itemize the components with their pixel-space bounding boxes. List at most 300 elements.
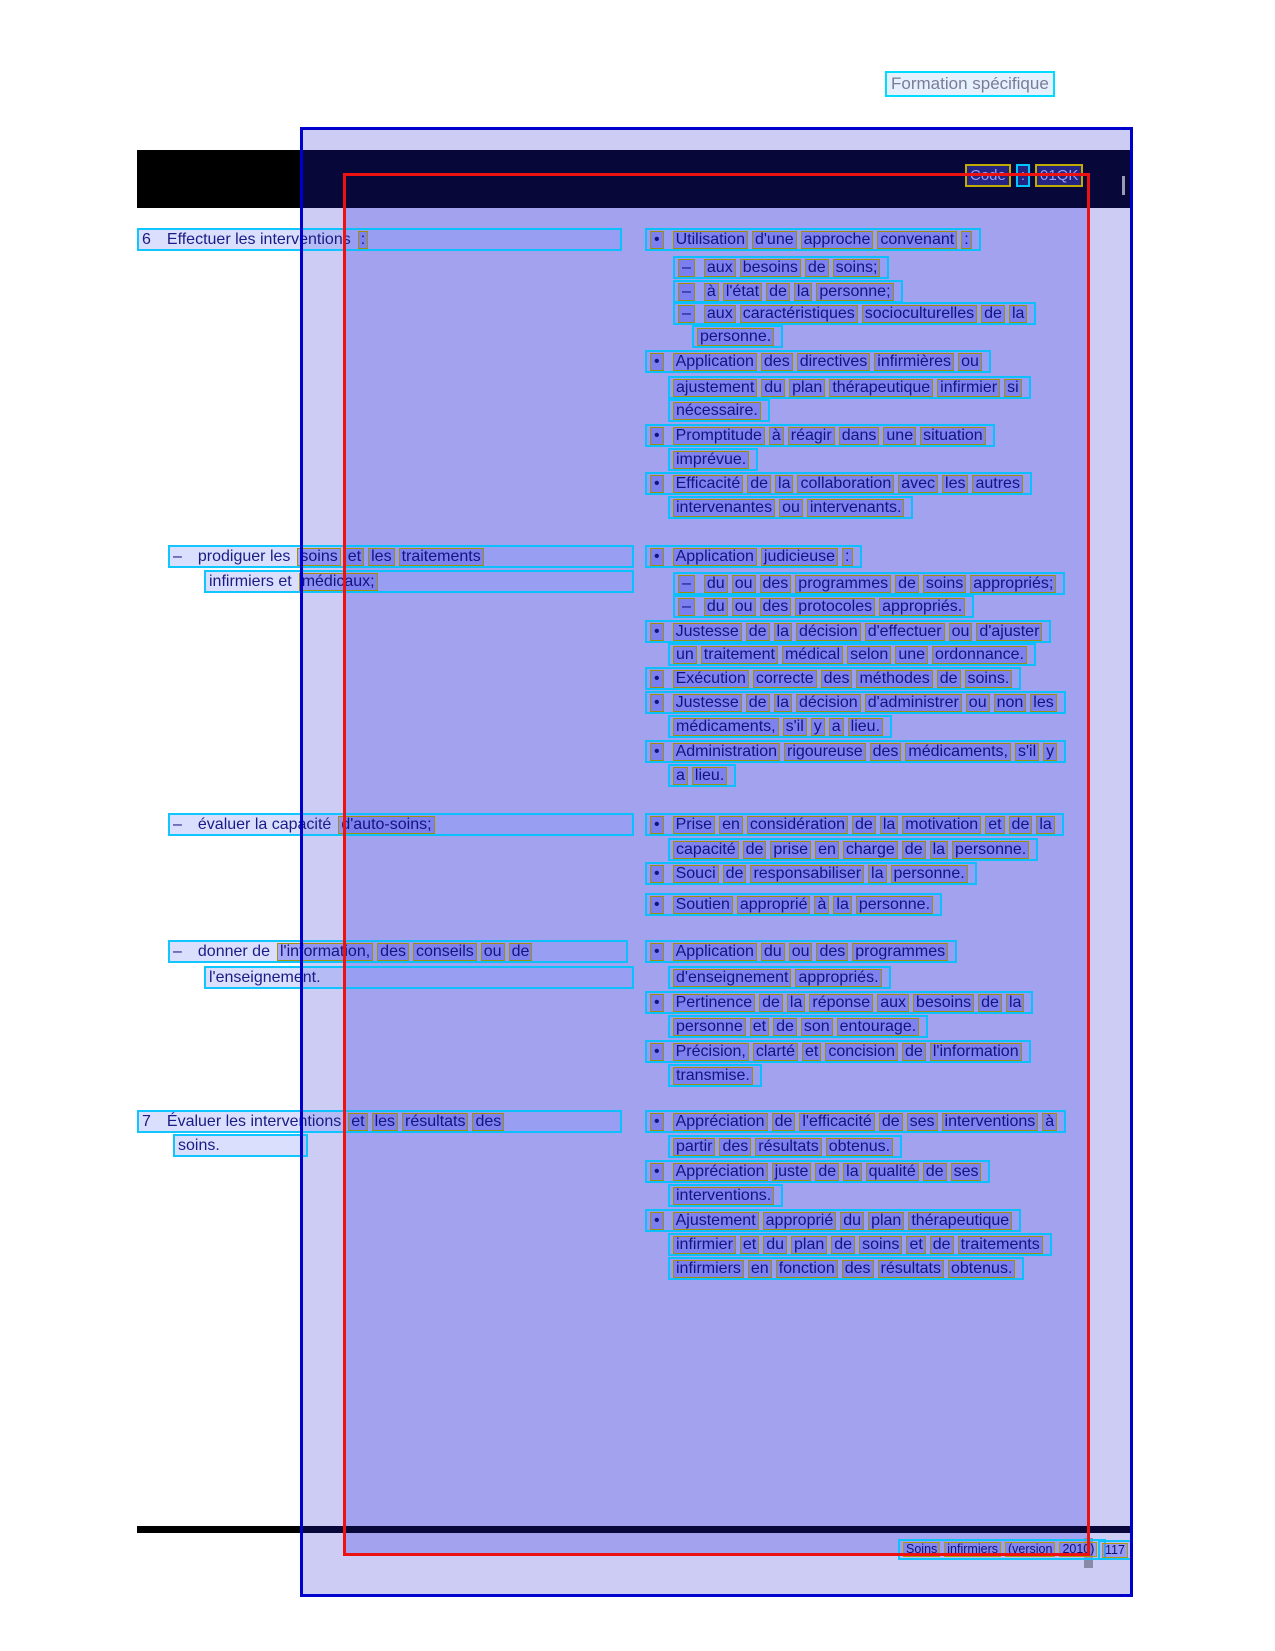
ocr-word: des — [842, 1260, 874, 1278]
ocr-word: charge — [843, 841, 898, 859]
ocr-word: a — [829, 718, 844, 736]
ocr-word: Ajustement — [673, 1212, 759, 1230]
ocr-word: la — [787, 994, 805, 1012]
ocr-word: collaboration — [797, 475, 894, 493]
bullet-icon: • — [650, 231, 664, 249]
ocr-word: réagir — [788, 427, 835, 445]
ocr-word: Souci — [673, 865, 719, 883]
ocr-word: clarté — [753, 1043, 798, 1061]
ocr-line — [668, 1233, 1052, 1256]
ocr-word: personne — [673, 1018, 746, 1036]
ocr-word: médicaux; — [299, 573, 378, 591]
ocr-word: de — [852, 816, 876, 834]
ocr-word: et — [750, 1018, 769, 1036]
ocr-word: interventions. — [673, 1187, 774, 1205]
ocr-word: Utilisation — [673, 231, 748, 249]
ocr-word: fonction — [776, 1260, 838, 1278]
header-bar-left — [137, 150, 300, 208]
ocr-word: du — [704, 598, 728, 616]
ocr-word: la — [930, 841, 948, 859]
code-label: Code — [965, 164, 1011, 187]
ocr-text: soins. — [178, 1136, 220, 1154]
ocr-line — [668, 496, 913, 519]
ocr-line — [668, 376, 1031, 399]
ocr-word: Justesse — [673, 623, 742, 641]
ocr-word: résultats — [878, 1260, 944, 1278]
ocr-word: autres — [972, 475, 1022, 493]
ocr-line — [645, 350, 991, 373]
ocr-line — [645, 620, 1051, 643]
ocr-word: a — [673, 767, 688, 785]
ocr-word: convenant — [877, 231, 957, 249]
bullet-icon: • — [650, 994, 664, 1012]
ocr-word: si — [1004, 379, 1022, 397]
ocr-word: appropriés. — [879, 598, 965, 616]
ocr-line — [645, 1040, 1031, 1063]
ocr-word: les — [372, 1113, 398, 1131]
ocr-word: ou — [732, 598, 756, 616]
ocr-word: aux — [704, 305, 736, 323]
ocr-line — [137, 228, 622, 251]
ocr-word: nécessaire. — [673, 402, 761, 420]
ocr-text: 6 — [142, 230, 151, 248]
ocr-line — [137, 1110, 622, 1133]
dash-icon: – — [173, 942, 182, 960]
ocr-word: infirmières — [874, 353, 954, 371]
ocr-word: la — [833, 896, 851, 914]
ocr-line — [168, 813, 634, 836]
ocr-word: personne; — [816, 283, 893, 301]
ocr-word: l'information — [930, 1043, 1022, 1061]
ocr-word: de — [743, 841, 767, 859]
ocr-word: en — [748, 1260, 772, 1278]
ocr-word: des — [760, 598, 792, 616]
ocr-text: donner de — [197, 942, 270, 960]
ocr-word: de — [766, 283, 790, 301]
ocr-word: selon — [847, 646, 891, 664]
code-value: 01QK — [1035, 164, 1083, 187]
dash-icon: – — [678, 575, 695, 593]
ocr-word: ses — [951, 1163, 982, 1181]
dash-icon: – — [678, 259, 695, 277]
ocr-word: approche — [801, 231, 874, 249]
ocr-word: infirmier — [673, 1236, 736, 1254]
footer-word: Soins — [903, 1542, 940, 1557]
bullet-icon: • — [650, 1163, 664, 1181]
ocr-word: de — [923, 1163, 947, 1181]
bullet-icon: • — [650, 865, 664, 883]
ocr-line — [173, 1134, 308, 1157]
ocr-word: Justesse — [673, 694, 742, 712]
ocr-text: évaluer la capacité — [197, 815, 332, 833]
ocr-line — [645, 228, 981, 251]
ocr-word: la — [794, 283, 812, 301]
ocr-word: qualité — [866, 1163, 919, 1181]
ocr-word: méthodes — [856, 670, 932, 688]
ocr-line — [645, 472, 1032, 495]
ocr-word: considération — [747, 816, 848, 834]
ocr-word: un — [673, 646, 697, 664]
ocr-word: réponse — [809, 994, 873, 1012]
ocr-word: Appréciation — [673, 1113, 768, 1131]
ocr-text: Évaluer les interventions — [166, 1112, 342, 1130]
ocr-line — [668, 1135, 902, 1158]
ocr-line — [668, 1015, 928, 1038]
ocr-word: de — [746, 623, 770, 641]
bullet-icon: • — [650, 670, 664, 688]
ocr-word: s'il — [783, 718, 807, 736]
ocr-word: situation — [920, 427, 986, 445]
ocr-word: la — [1009, 305, 1027, 323]
ocr-word: une — [895, 646, 928, 664]
footer-rule-right — [300, 1526, 1133, 1533]
ocr-word: intervenantes — [673, 499, 775, 517]
ocr-word: judicieuse — [761, 548, 838, 566]
bullet-icon: • — [650, 427, 664, 445]
ocr-word: des — [821, 670, 853, 688]
ocr-word: de — [723, 865, 747, 883]
ocr-word: concision — [825, 1043, 898, 1061]
bullet-icon: • — [650, 548, 664, 566]
ocr-word: de — [902, 841, 926, 859]
bullet-icon: • — [650, 816, 664, 834]
ocr-word: personne. — [891, 865, 968, 883]
ocr-word: entourage. — [837, 1018, 920, 1036]
ocr-line — [645, 667, 1021, 690]
ocr-word: des — [760, 575, 792, 593]
ocr-word: et — [348, 1113, 367, 1131]
ocr-word: prise — [770, 841, 811, 859]
ocr-line — [668, 1257, 1024, 1280]
ocr-word: Pertinence — [673, 994, 756, 1012]
bullet-icon: • — [650, 353, 664, 371]
ocr-word: ses — [907, 1113, 938, 1131]
ocr-word: du — [763, 1236, 787, 1254]
ocr-word: ajustement — [673, 379, 757, 397]
ocr-word: thérapeutique — [829, 379, 933, 397]
ocr-word: soins; — [833, 259, 881, 277]
ocr-word: plan — [791, 1236, 827, 1254]
ocr-word: besoins — [740, 259, 801, 277]
ocr-word: de — [895, 575, 919, 593]
ocr-word: de — [746, 694, 770, 712]
dash-icon: – — [173, 815, 182, 833]
ocr-line — [645, 424, 995, 447]
ocr-line — [668, 448, 758, 471]
ocr-word: d'auto-soins; — [338, 816, 434, 834]
ocr-line — [673, 280, 903, 303]
ocr-text: 7 — [142, 1112, 151, 1130]
bullet-icon: • — [650, 475, 664, 493]
ocr-word: la — [880, 816, 898, 834]
page-number-text: 117 — [1102, 1543, 1128, 1558]
ocr-line — [645, 740, 1066, 763]
ocr-word: et — [802, 1043, 821, 1061]
ocr-word: transmise. — [673, 1067, 753, 1085]
ocr-word: ou — [789, 943, 813, 961]
ocr-word: plan — [789, 379, 825, 397]
ocr-word: à — [1042, 1113, 1057, 1131]
ocr-word: : — [961, 231, 971, 249]
bullet-icon: • — [650, 943, 664, 961]
ocr-line — [668, 764, 736, 787]
ocr-word: de — [805, 259, 829, 277]
ocr-word: de — [930, 1236, 954, 1254]
bullet-icon: • — [650, 1212, 664, 1230]
ocr-word: obtenus. — [948, 1260, 1015, 1278]
ocr-word: Administration — [673, 743, 780, 761]
page-title — [885, 71, 1055, 97]
ocr-line — [645, 893, 942, 916]
bullet-icon: • — [650, 743, 664, 761]
ocr-word: aux — [704, 259, 736, 277]
ocr-line — [668, 966, 891, 989]
ocr-word: du — [761, 943, 785, 961]
ocr-word: traitement — [701, 646, 778, 664]
ocr-word: une — [883, 427, 916, 445]
ocr-word: lieu. — [848, 718, 883, 736]
ocr-word: directives — [797, 353, 871, 371]
ocr-word: Application — [673, 548, 757, 566]
ocr-word: la — [775, 475, 793, 493]
ocr-word: à — [814, 896, 829, 914]
ocr-word: Application — [673, 943, 757, 961]
ocr-word: décision — [796, 694, 861, 712]
ocr-word: la — [774, 623, 792, 641]
ocr-word: médicaments, — [673, 718, 779, 736]
ocr-line — [668, 838, 1038, 861]
ocr-word: responsabiliser — [750, 865, 864, 883]
ocr-line — [204, 570, 634, 593]
ocr-word: obtenus. — [826, 1138, 893, 1156]
ocr-word: Prise — [673, 816, 715, 834]
ocr-word: d'effectuer — [865, 623, 945, 641]
ocr-word: de — [902, 1043, 926, 1061]
ocr-line — [692, 325, 783, 348]
ocr-word: de — [759, 994, 783, 1012]
ocr-word: et — [740, 1236, 759, 1254]
ocr-word: médicaments, — [905, 743, 1011, 761]
ocr-word: la — [1006, 994, 1024, 1012]
ocr-line — [673, 302, 1036, 325]
ocr-line — [668, 1064, 762, 1087]
ocr-word: ou — [958, 353, 982, 371]
ocr-line — [668, 1184, 783, 1207]
ocr-word: personne. — [856, 896, 933, 914]
ocr-word: protocoles — [795, 598, 875, 616]
ocr-word: avec — [898, 475, 938, 493]
ocr-line — [673, 256, 889, 279]
ocr-line — [668, 715, 892, 738]
ocr-word: du — [840, 1212, 864, 1230]
ocr-word: capacité — [673, 841, 739, 859]
ocr-word: correcte — [753, 670, 817, 688]
page-title-text: Formation spécifique — [891, 74, 1049, 93]
ocr-word: : — [842, 548, 852, 566]
ocr-word: de — [815, 1163, 839, 1181]
ocr-word: : — [358, 231, 368, 249]
bullet-icon: • — [650, 623, 664, 641]
dash-icon: – — [173, 547, 182, 565]
footer-word: (version — [1005, 1542, 1055, 1557]
ocr-word: d'enseignement — [673, 969, 791, 987]
ocr-text: prodiguer les — [197, 547, 291, 565]
bullet-icon: • — [650, 1043, 664, 1061]
ocr-word: Appréciation — [673, 1163, 768, 1181]
ocr-word: soins. — [965, 670, 1013, 688]
ocr-text: Effectuer les interventions — [166, 230, 351, 248]
ocr-line — [645, 1209, 1021, 1232]
ocr-word: caractéristiques — [740, 305, 858, 323]
ocr-word: rigoureuse — [784, 743, 866, 761]
ocr-word: les — [368, 548, 394, 566]
ocr-word: approprié — [763, 1212, 837, 1230]
ocr-line — [645, 991, 1033, 1014]
ocr-word: la — [843, 1163, 861, 1181]
ocr-word: personne. — [952, 841, 1029, 859]
ocr-word: y — [1043, 743, 1057, 761]
ocr-word: de — [1009, 816, 1033, 834]
ocr-word: des — [472, 1113, 504, 1131]
ocr-word: à — [769, 427, 784, 445]
ocr-word: approprié — [737, 896, 811, 914]
ocr-line — [168, 940, 628, 963]
ocr-word: l'efficacité — [799, 1113, 874, 1131]
ocr-word: ou — [966, 694, 990, 712]
ocr-word: la — [868, 865, 886, 883]
ocr-word: de — [937, 670, 961, 688]
code-separator: : — [1016, 164, 1030, 187]
ocr-word: lieu. — [692, 767, 727, 785]
ocr-word: des — [761, 353, 793, 371]
ocr-word: s'il — [1015, 743, 1039, 761]
bullet-icon: • — [650, 1113, 664, 1131]
ocr-word: d'administrer — [865, 694, 962, 712]
ocr-word: décision — [796, 623, 861, 641]
ocr-word: l'état — [723, 283, 762, 301]
ocr-word: programmes — [852, 943, 948, 961]
document-code — [965, 164, 1088, 187]
ocr-word: imprévue. — [673, 451, 749, 469]
ocr-word: résultats — [755, 1138, 821, 1156]
ocr-word: y — [811, 718, 825, 736]
ocr-line — [645, 862, 977, 885]
ocr-line — [645, 1110, 1066, 1133]
ocr-word: du — [761, 379, 785, 397]
ocr-line — [168, 545, 634, 568]
ocr-word: d'ajuster — [976, 623, 1042, 641]
ocr-word: Précision, — [673, 1043, 749, 1061]
ocr-word: les — [1030, 694, 1056, 712]
ocr-word: résultats — [402, 1113, 468, 1131]
ocr-word: et — [906, 1236, 925, 1254]
ocr-word: de — [509, 943, 533, 961]
ocr-word: ou — [732, 575, 756, 593]
ocr-word: l'information, — [277, 943, 373, 961]
header-bar-tick — [1122, 176, 1125, 195]
ocr-word: à — [704, 283, 719, 301]
ocr-word: des — [870, 743, 902, 761]
ocr-word: besoins — [913, 994, 974, 1012]
ocr-line — [645, 813, 1064, 836]
ocr-word: traitements — [399, 548, 484, 566]
ocr-word: des — [377, 943, 409, 961]
ocr-word: en — [719, 816, 743, 834]
ocr-word: de — [773, 1018, 797, 1036]
ocr-text: infirmiers et — [209, 572, 292, 590]
ocr-line — [645, 940, 957, 963]
ocr-word: programmes — [795, 575, 891, 593]
ocr-word: et — [345, 548, 364, 566]
ocr-word: thérapeutique — [908, 1212, 1012, 1230]
ocr-word: la — [774, 694, 792, 712]
ocr-word: les — [942, 475, 968, 493]
ocr-word: appropriés; — [970, 575, 1056, 593]
ocr-word: conseils — [413, 943, 477, 961]
ocr-line — [668, 399, 770, 422]
ocr-word: de — [978, 994, 1002, 1012]
ocr-line — [673, 595, 974, 618]
ocr-word: d'une — [752, 231, 797, 249]
ocr-word: partir — [673, 1138, 715, 1156]
ocr-word: de — [831, 1236, 855, 1254]
ocr-word: Soutien — [673, 896, 733, 914]
ocr-word: ou — [779, 499, 803, 517]
ocr-word: Efficacité — [673, 475, 744, 493]
ocr-word: soins — [859, 1236, 902, 1254]
footer-rule-left — [137, 1526, 300, 1533]
ocr-word: traitements — [958, 1236, 1043, 1254]
bullet-icon: • — [650, 896, 664, 914]
ocr-word: des — [719, 1138, 751, 1156]
ocr-word: de — [879, 1113, 903, 1131]
ocr-word: de — [772, 1113, 796, 1131]
ocr-word: plan — [868, 1212, 904, 1230]
ocr-word: des — [816, 943, 848, 961]
ocr-word: dans — [839, 427, 880, 445]
ocr-line — [645, 691, 1066, 714]
ocr-word: personne. — [697, 328, 774, 346]
ocr-word: ou — [949, 623, 973, 641]
page-number — [1098, 1540, 1132, 1560]
ocr-text: l'enseignement. — [209, 968, 321, 986]
ocr-word: Exécution — [673, 670, 749, 688]
dash-icon: – — [678, 305, 695, 323]
ocr-word: de — [981, 305, 1005, 323]
ocr-word: ou — [481, 943, 505, 961]
footer-word: 2010) — [1059, 1542, 1097, 1557]
ocr-word: interventions — [942, 1113, 1039, 1131]
ocr-word: ordonnance. — [932, 646, 1027, 664]
bullet-icon: • — [650, 694, 664, 712]
ocr-word: intervenants. — [807, 499, 905, 517]
ocr-word: juste — [772, 1163, 812, 1181]
ocr-word: non — [994, 694, 1027, 712]
ocr-word: socioculturelles — [862, 305, 977, 323]
ocr-word: Promptitude — [673, 427, 765, 445]
footer-text — [898, 1539, 1106, 1560]
ocr-word: appropriés. — [795, 969, 881, 987]
ocr-word: son — [801, 1018, 833, 1036]
ocr-word: motivation — [902, 816, 981, 834]
ocr-line — [204, 966, 634, 989]
ocr-line — [673, 572, 1065, 595]
ocr-word: médical — [782, 646, 843, 664]
ocr-word: soins — [923, 575, 966, 593]
footer-word: infirmiers — [944, 1542, 1001, 1557]
ocr-word: en — [815, 841, 839, 859]
ocr-word: la — [1036, 816, 1054, 834]
